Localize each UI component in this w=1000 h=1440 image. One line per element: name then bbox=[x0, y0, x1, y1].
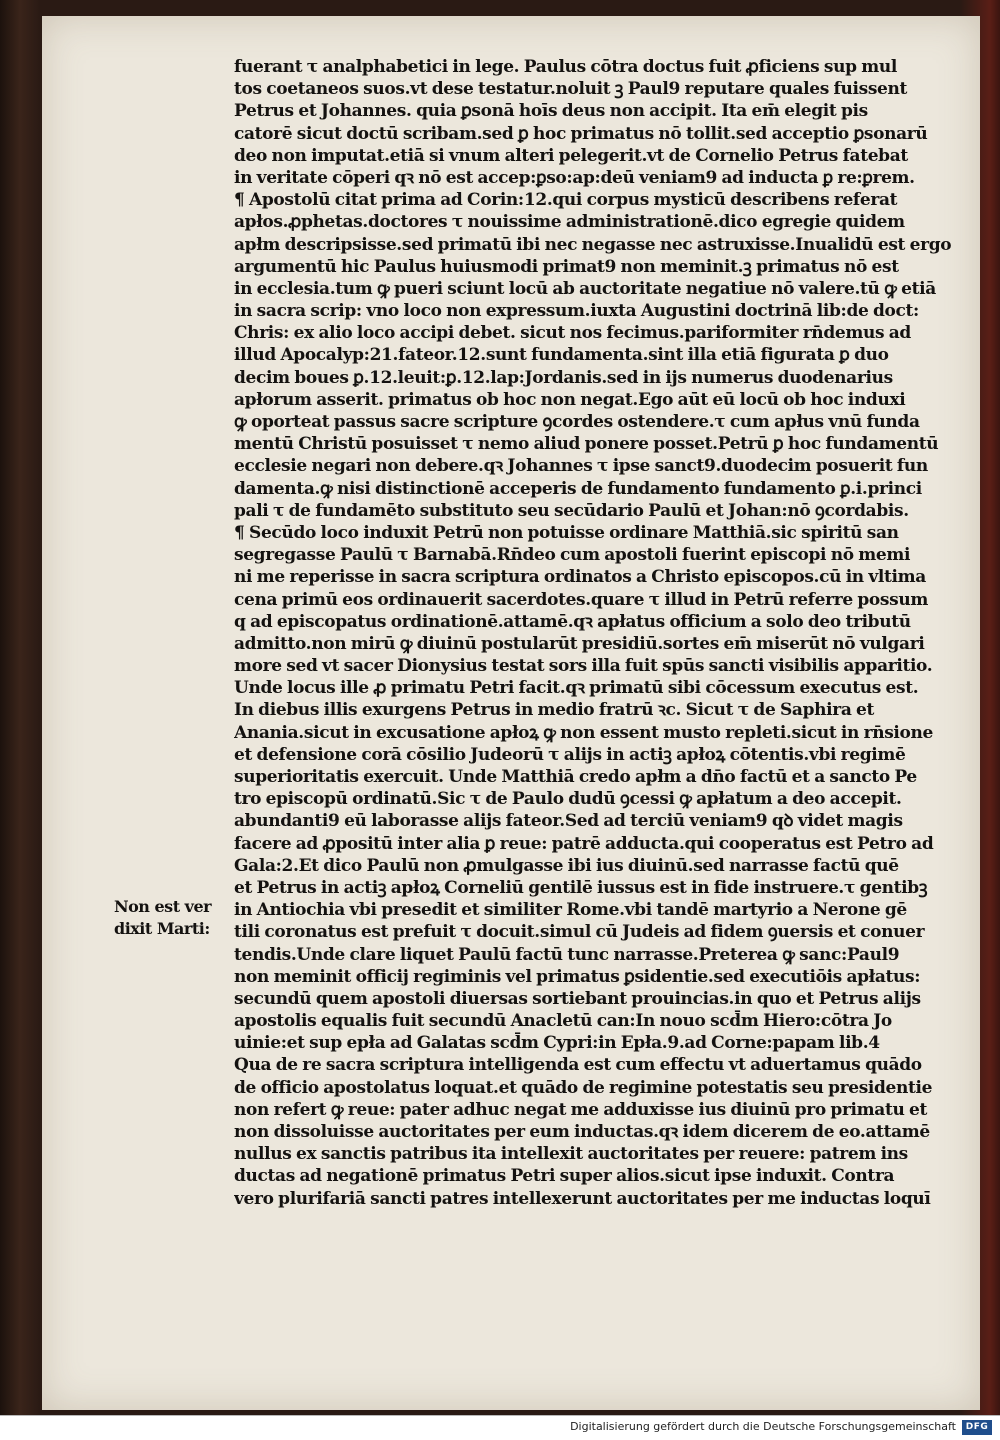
text-line: in veritate cōperi qꝛ nō est accep:ꝑso:ap:deū veniam9 ad inducta ꝑ re:ꝑrem. bbox=[234, 167, 915, 188]
text-line: et defensione corā cōsilio Judeorū τ alijs in actiꝫ apłoꝝ cōtentis.vbi regimē bbox=[234, 744, 906, 765]
text-line: Anania.sicut in excusatione apłoꝝ ꝙ non essent musto repleti.sicut in rn̄sione bbox=[234, 722, 933, 743]
text-line: Petrus et Johannes. quia ꝑsonā hoīs deus non accipit. Ita em̄ elegit pis bbox=[234, 101, 868, 122]
text-line: more sed vt sacer Dionysius testat sors illa fuit spūs sancti visibilis apparitio. bbox=[234, 656, 933, 677]
margin-note-line-2: dixit Marti: bbox=[114, 919, 210, 938]
text-line: facere ad ꝓpositū inter alia ꝑ reue: patrē adducta.qui cooperatus est Petro ad bbox=[234, 833, 934, 854]
book-page bbox=[42, 16, 980, 1410]
text-line: segregasse Paulū τ Barnabā.Rn̄deo cum apostoli fuerint episcopi nō memi bbox=[234, 545, 911, 566]
text-line: In diebus illis exurgens Petrus in medio fratrū ꝛc. Sicut τ de Saphira et bbox=[234, 700, 875, 721]
text-line: ni me reperisse in sacra scriptura ordinatos a Christo episcopos.cū in vltima bbox=[234, 567, 926, 588]
text-line: tili coronatus est prefuit τ docuit.simul cū Judeis ad fidem ꝯuersis et conuer bbox=[234, 922, 925, 943]
text-line: argumentū hic Paulus huiusmodi primat9 non meminit.ꝫ primatus nō est bbox=[234, 256, 899, 277]
text-line: non refert ꝙ reue: pater adhuc negat me adduxisse ius diuinū pro primatu et bbox=[234, 1099, 928, 1120]
text-line: nullus ex sanctis patribus ita intellexit auctoritates per reuere: patrem ins bbox=[234, 1144, 908, 1165]
margin-note-line-1: Non est ver bbox=[114, 897, 212, 916]
text-line: apłorum asserit. primatus ob hoc non negat.Ego aūt eū locū ob hoc induxi bbox=[234, 389, 906, 410]
text-line: Gala:2.Et dico Paulū non ꝓmulgasse ibi ius diuinū.sed narrasse factū quē bbox=[234, 855, 899, 876]
text-line: ¶ Secūdo loco induxit Petrū non potuisse ordinare Matthiā.sic spiritū san bbox=[234, 522, 899, 543]
text-line: ductas ad negationē primatus Petri super alios.sicut ipse induxit. Contra bbox=[234, 1166, 895, 1187]
margin-note bbox=[114, 896, 234, 940]
text-line: apłos.ꝓphetas.doctores τ nouissime administrationē.dico egregie quidem bbox=[234, 212, 905, 233]
text-line: ecclesie negari non debere.qꝛ Johannes τ ipse sanct9.duodecim posuerit fun bbox=[234, 456, 928, 477]
text-line: vero plurifariā sancti patres intellexerunt auctoritates per me inductas loquī bbox=[234, 1188, 931, 1209]
text-line: de officio apostolatus loquat.et quādo de regimine potestatis seu presidentie bbox=[234, 1077, 933, 1098]
text-line: Chris: ex alio loco accipi debet. sicut nos fecimus.pariformiter rn̄demus ad bbox=[234, 323, 911, 344]
text-line: damenta.ꝙ nisi distinctionē acceperis de fundamento fundamento ꝑ.i.princi bbox=[234, 478, 922, 499]
funding-credit: Digitalisierung gefördert durch die Deutsche Forschungsgemeinschaft bbox=[570, 1420, 956, 1433]
text-line: apłm descripsisse.sed primatū ibi nec negasse nec astruxisse.Inualidū est ergo bbox=[234, 234, 952, 255]
text-line: apostolis equalis fuit secundū Anacletū can:In nouo scd̄m Hiero:cōtra Jo bbox=[234, 1011, 892, 1032]
text-line: q ad episcopatus ordinationē.attamē.qꝛ apłatus officium a solo deo tributū bbox=[234, 611, 911, 632]
text-line: abundanti9 eū laborasse alijs fateor.Sed ad terciū veniam9 qꝺ videt magis bbox=[234, 811, 903, 832]
text-line: decim boues ꝑ.12.leuit:ꝑ.12.lap:Jordanis.sed in ijs numerus duodenarius bbox=[234, 367, 893, 388]
text-line: superioritatis exercuit. Unde Matthiā credo apłm a dn̄o factū et a sancto Pe bbox=[234, 767, 917, 787]
text-line: uinie:et sup epła ad Galatas scd̄m Cypri:in Epła.9.ad Corne:papam lib.4 bbox=[234, 1033, 880, 1054]
text-line: in sacra scrip: vno loco non expressum.iuxta Augustini doctrinā lib:de doct: bbox=[234, 301, 919, 322]
text-line: cena primū eos ordinauerit sacerdotes.quare τ illud in Petrū referre possum bbox=[234, 589, 928, 610]
text-line: Qua de re sacra scriptura intelligenda est cum effectu vt aduertamus quādo bbox=[234, 1055, 922, 1076]
text-line: mentū Christū posuisset τ nemo aliud ponere posset.Petrū ꝑ hoc fundamentū bbox=[234, 434, 939, 455]
text-line: pali τ de fundamēto substituto seu secūdario Paulū et Johan:nō ꝯcordabis. bbox=[234, 500, 909, 521]
text-line: non dissoluisse auctoritates per eum inductas.qꝛ idem dicerem de eo.attamē bbox=[234, 1122, 930, 1142]
text-line: admitto.non mirū ꝙ diuinū postularūt presidiū.sortes em̄ miserūt nō vulgari bbox=[234, 633, 925, 654]
footer-bar bbox=[0, 1415, 1000, 1440]
dfg-logo: DFG bbox=[962, 1420, 992, 1435]
text-line: in ecclesia.tum ꝙ pueri sciunt locū ab auctoritate negatiue nō valere.tū ꝙ etiā bbox=[234, 278, 936, 299]
text-line: tos coetaneos suos.vt dese testatur.noluit ꝫ Paul9 reputare quales fuissent bbox=[234, 79, 908, 100]
text-line: deo non imputat.etiā si vnum alteri pelegerit.vt de Cornelio Petrus fatebat bbox=[234, 145, 908, 166]
text-line: ¶ Apostolū citat prima ad Corin:12.qui corpus mysticū describens referat bbox=[234, 190, 898, 211]
text-line: non meminit officij regiminis vel primatus ꝑsidentie.sed executiōis apłatus: bbox=[234, 966, 921, 987]
text-line: tendis.Unde clare liquet Paulū factū tunc narrasse.Preterea ꝙ sanc:Paul9 bbox=[234, 944, 900, 965]
body-text bbox=[234, 56, 962, 1210]
text-line: illud Apocalyp:21.fateor.12.sunt fundamenta.sint illa etiā figurata ꝑ duo bbox=[234, 345, 889, 366]
text-line: Unde locus ille ꝓ primatu Petri facit.qꝛ primatū sibi cōcessum executus est. bbox=[234, 678, 919, 699]
text-line: tro episcopū ordinatū.Sic τ de Paulo dudū ꝯcessi ꝙ apłatum a deo accepit. bbox=[234, 789, 902, 810]
text-line: fuerant τ analphabetici in lege. Paulus cōtra doctus fuit ꝓficiens sup mul bbox=[234, 57, 898, 77]
text-line: in Antiochia vbi presedit et similiter Rome.vbi tandē martyrio a Nerone gē bbox=[234, 900, 907, 921]
text-line: catorē sicut doctū scribam.sed ꝑ hoc primatus nō tollit.sed acceptio ꝑsonarū bbox=[234, 123, 928, 144]
text-line: secundū quem apostoli diuersas sortiebant prouincias.in quo et Petrus alijs bbox=[234, 988, 921, 1009]
text-line: et Petrus in actiꝫ apłoꝝ Corneliū gentilē iussus est in fide instruere.τ gentibꝫ bbox=[234, 877, 928, 898]
text-line: ꝙ oporteat passus sacre scripture ꝯcordes ostendere.τ cum apłus vnū funda bbox=[234, 412, 920, 432]
